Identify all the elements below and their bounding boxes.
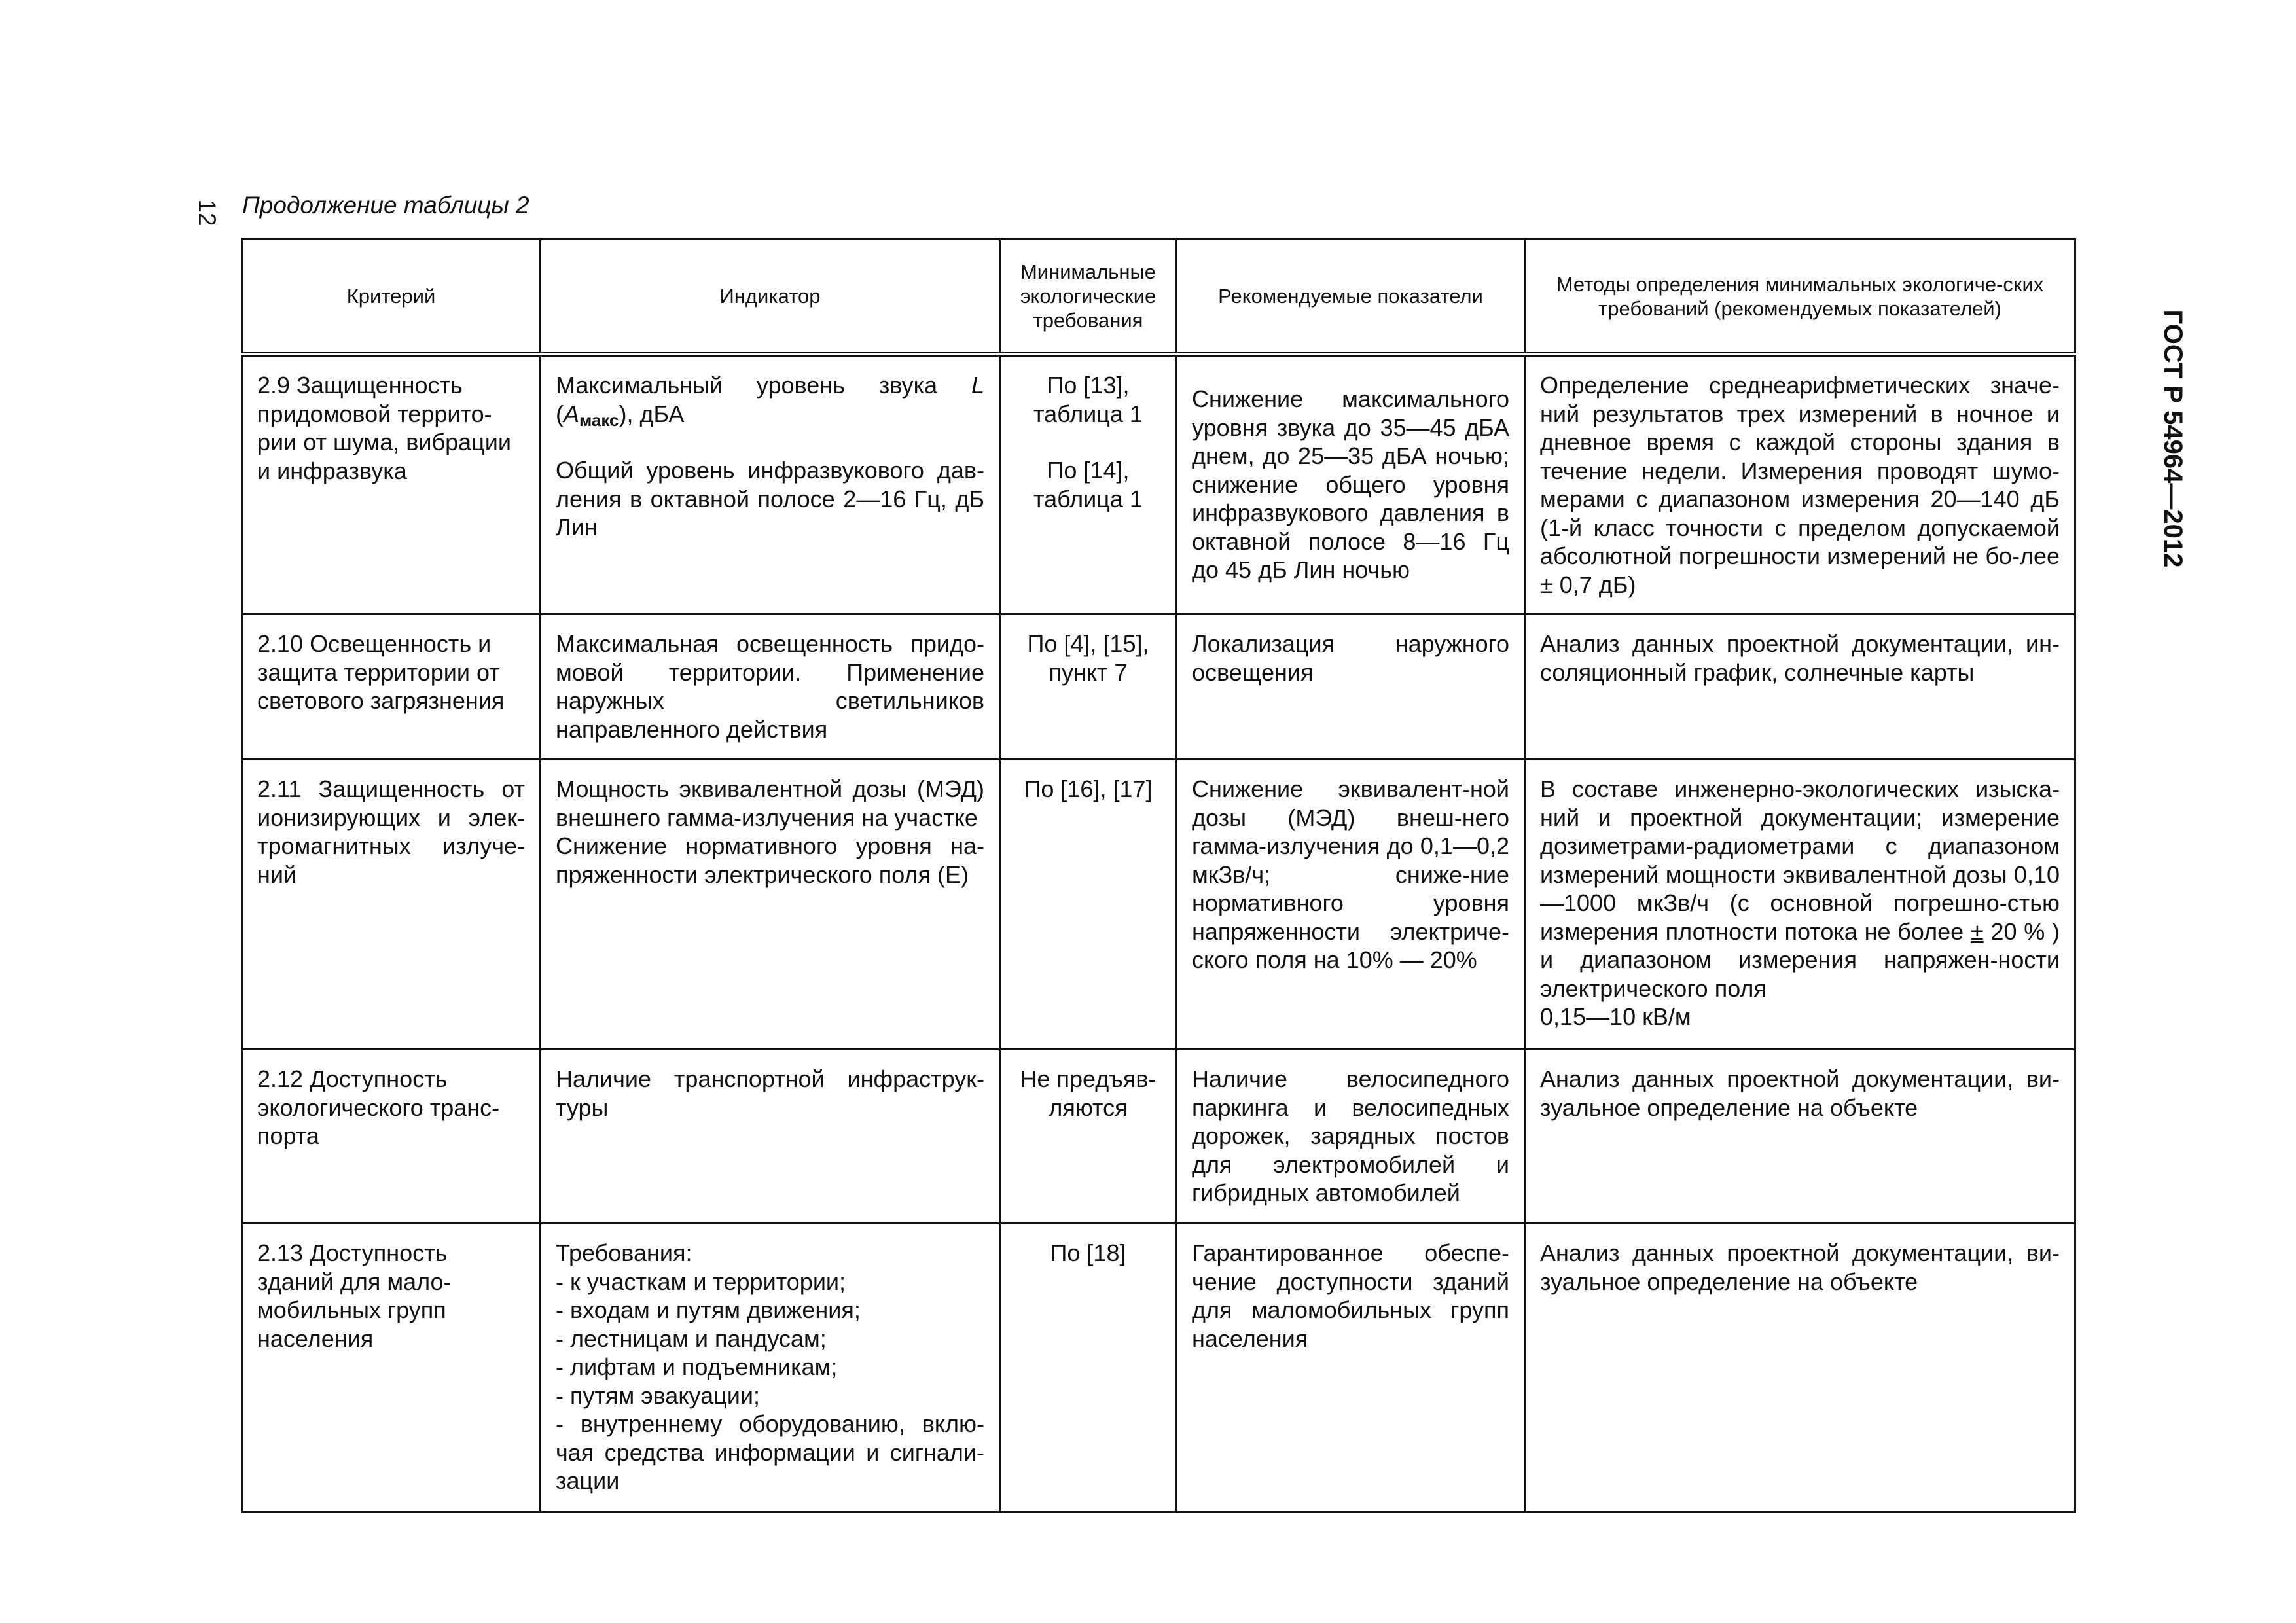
table-row	[242, 615, 2075, 760]
header-indicator: Индикатор	[541, 240, 1000, 355]
recommended-cell: Снижение максимального уровня звука до 35—45 дБА днем, до 25—35 дБА ночью; снижение общего уровня инфразвукового давления в октавной полосе 8—16 Гц до 45 дБ Лин ночью	[1177, 355, 1525, 615]
methods-cell	[1525, 760, 2075, 1050]
header-methods: Методы определения минимальных экологиче-ских требований (рекомендуемых показателей)	[1525, 240, 2075, 355]
indicator-list-item: - лестницам и пандусам;	[556, 1325, 827, 1352]
recommended-cell: Гарантированное обеспе-чение доступности зданий для маломобильных групп населения	[1177, 1224, 1525, 1512]
criterion-cell: 2.13 Доступность зданий для мало-мобильных групп населения	[242, 1224, 541, 1512]
indicator-cell	[541, 355, 1000, 615]
document-code: ГОСТ Р 54964—2012	[2159, 309, 2187, 568]
header-recommended: Рекомендуемые показатели	[1177, 240, 1525, 355]
methods-text: В составе инженерно-экологических изыска-ний и проектной документации; измерение дозиметрами-радиометрами с диапазоном измерений мощности эквивалентной дозы 0,10—1000 мкЗв/ч (с основной погрешно-стью измерения плотности потока не более ± 20 % ) и диапазоном измерения напряжен-ности электрического поля	[1540, 776, 2060, 1002]
methods-cell: Анализ данных проектной документации, ви-зуальное определение на объекте	[1525, 1224, 2075, 1512]
indicator-list-item: - путям эвакуации;	[556, 1382, 760, 1409]
minimal-requirements-cell: По [16], [17]	[1000, 760, 1177, 1050]
minimal-requirements-cell: По [4], [15], пункт 7	[1000, 615, 1177, 760]
page-number: 12	[194, 199, 221, 226]
table-row	[242, 355, 2075, 615]
criterion-cell: 2.12 Доступность экологического транс-порта	[242, 1050, 541, 1224]
methods-cell: Определение среднеарифметических значе-ний результатов трех измерений в ночное и дневное время с каждой стороны здания в течение недели. Измерения проводят шумо-мерами с диапазоном измерения 20—140 дБ (1-й класс точности с пределом допускаемой абсолютной погрешности измерений не бо-лее ± 0,7 дБ)	[1525, 355, 2075, 615]
indicator-list-item: - входам и путям движения;	[556, 1296, 861, 1323]
indicator-cell: Наличие транспортной инфраструк-туры	[541, 1050, 1000, 1224]
reference-text: По [14], таблица 1	[1033, 457, 1143, 512]
table-caption: Продолжение таблицы 2	[242, 192, 529, 219]
minimal-requirements-cell: По [18]	[1000, 1224, 1177, 1512]
table-row	[242, 1050, 2075, 1224]
table-row	[242, 1224, 2075, 1512]
methods-text: 0,15—10 кВ/м	[1540, 1003, 1691, 1030]
methods-cell: Анализ данных проектной документации, ин-соляционный график, солнечные карты	[1525, 615, 2075, 760]
table-header-row	[242, 240, 2075, 355]
indicator-cell: Максимальная освещенность придо-мовой территории. Применение наружных светильников направленного действия	[541, 615, 1000, 760]
indicator-list-item: - лифтам и подъемникам;	[556, 1353, 838, 1380]
minimal-requirements-cell	[1000, 355, 1177, 615]
indicator-text: Снижение нормативного уровня на-пряженности электрического поля (Е)	[556, 832, 984, 888]
methods-cell: Анализ данных проектной документации, ви-зуальное определение на объекте	[1525, 1050, 2075, 1224]
indicator-list-item: - к участкам и территории;	[556, 1268, 846, 1295]
recommended-cell: Локализация наружного освещения	[1177, 615, 1525, 760]
recommended-cell: Наличие велосипедного паркинга и велосипедных дорожек, зарядных постов для электромобилей и гибридных автомобилей	[1177, 1050, 1525, 1224]
criterion-cell: 2.11 Защищенность от ионизирующих и элек-тромагнитных излуче-ний	[242, 760, 541, 1050]
header-minimal-requirements: Минимальные экологические требования	[1000, 240, 1177, 355]
criterion-cell: 2.9 Защищенность придомовой террито-рии от шума, вибрации и инфразвука	[242, 355, 541, 615]
indicator-text: Максимальный уровень звука L $(A_{макс})$, дБА	[556, 372, 984, 430]
indicator-text: Общий уровень инфразвукового дав-ления в октавной полосе 2—16 Гц, дБ Лин	[556, 457, 984, 541]
indicator-cell	[541, 760, 1000, 1050]
criterion-cell: 2.10 Освещенность и защита территории от светового загрязнения	[242, 615, 541, 760]
header-criterion: Критерий	[242, 240, 541, 355]
indicator-list-item: - внутреннему оборудованию, вклю-чая средства информации и сигнали-зации	[556, 1410, 984, 1494]
minimal-requirements-cell: Не предъяв-ляются	[1000, 1050, 1177, 1224]
indicator-text: Мощность эквивалентной дозы (МЭД) внешнего гамма-излучения на участке	[556, 776, 984, 831]
recommended-cell: Снижение эквивалент-ной дозы (МЭД) внеш-него гамма-излучения до 0,1—0,2 мкЗв/ч; сниже-ние нормативного уровня напряженности электриче-ского поля на 10% — 20%	[1177, 760, 1525, 1050]
table-row	[242, 760, 2075, 1050]
indicator-cell	[541, 1224, 1000, 1512]
requirements-table	[241, 238, 2076, 1513]
indicator-list-title: Требования:	[556, 1240, 692, 1266]
reference-text: По [13], таблица 1	[1033, 372, 1143, 427]
